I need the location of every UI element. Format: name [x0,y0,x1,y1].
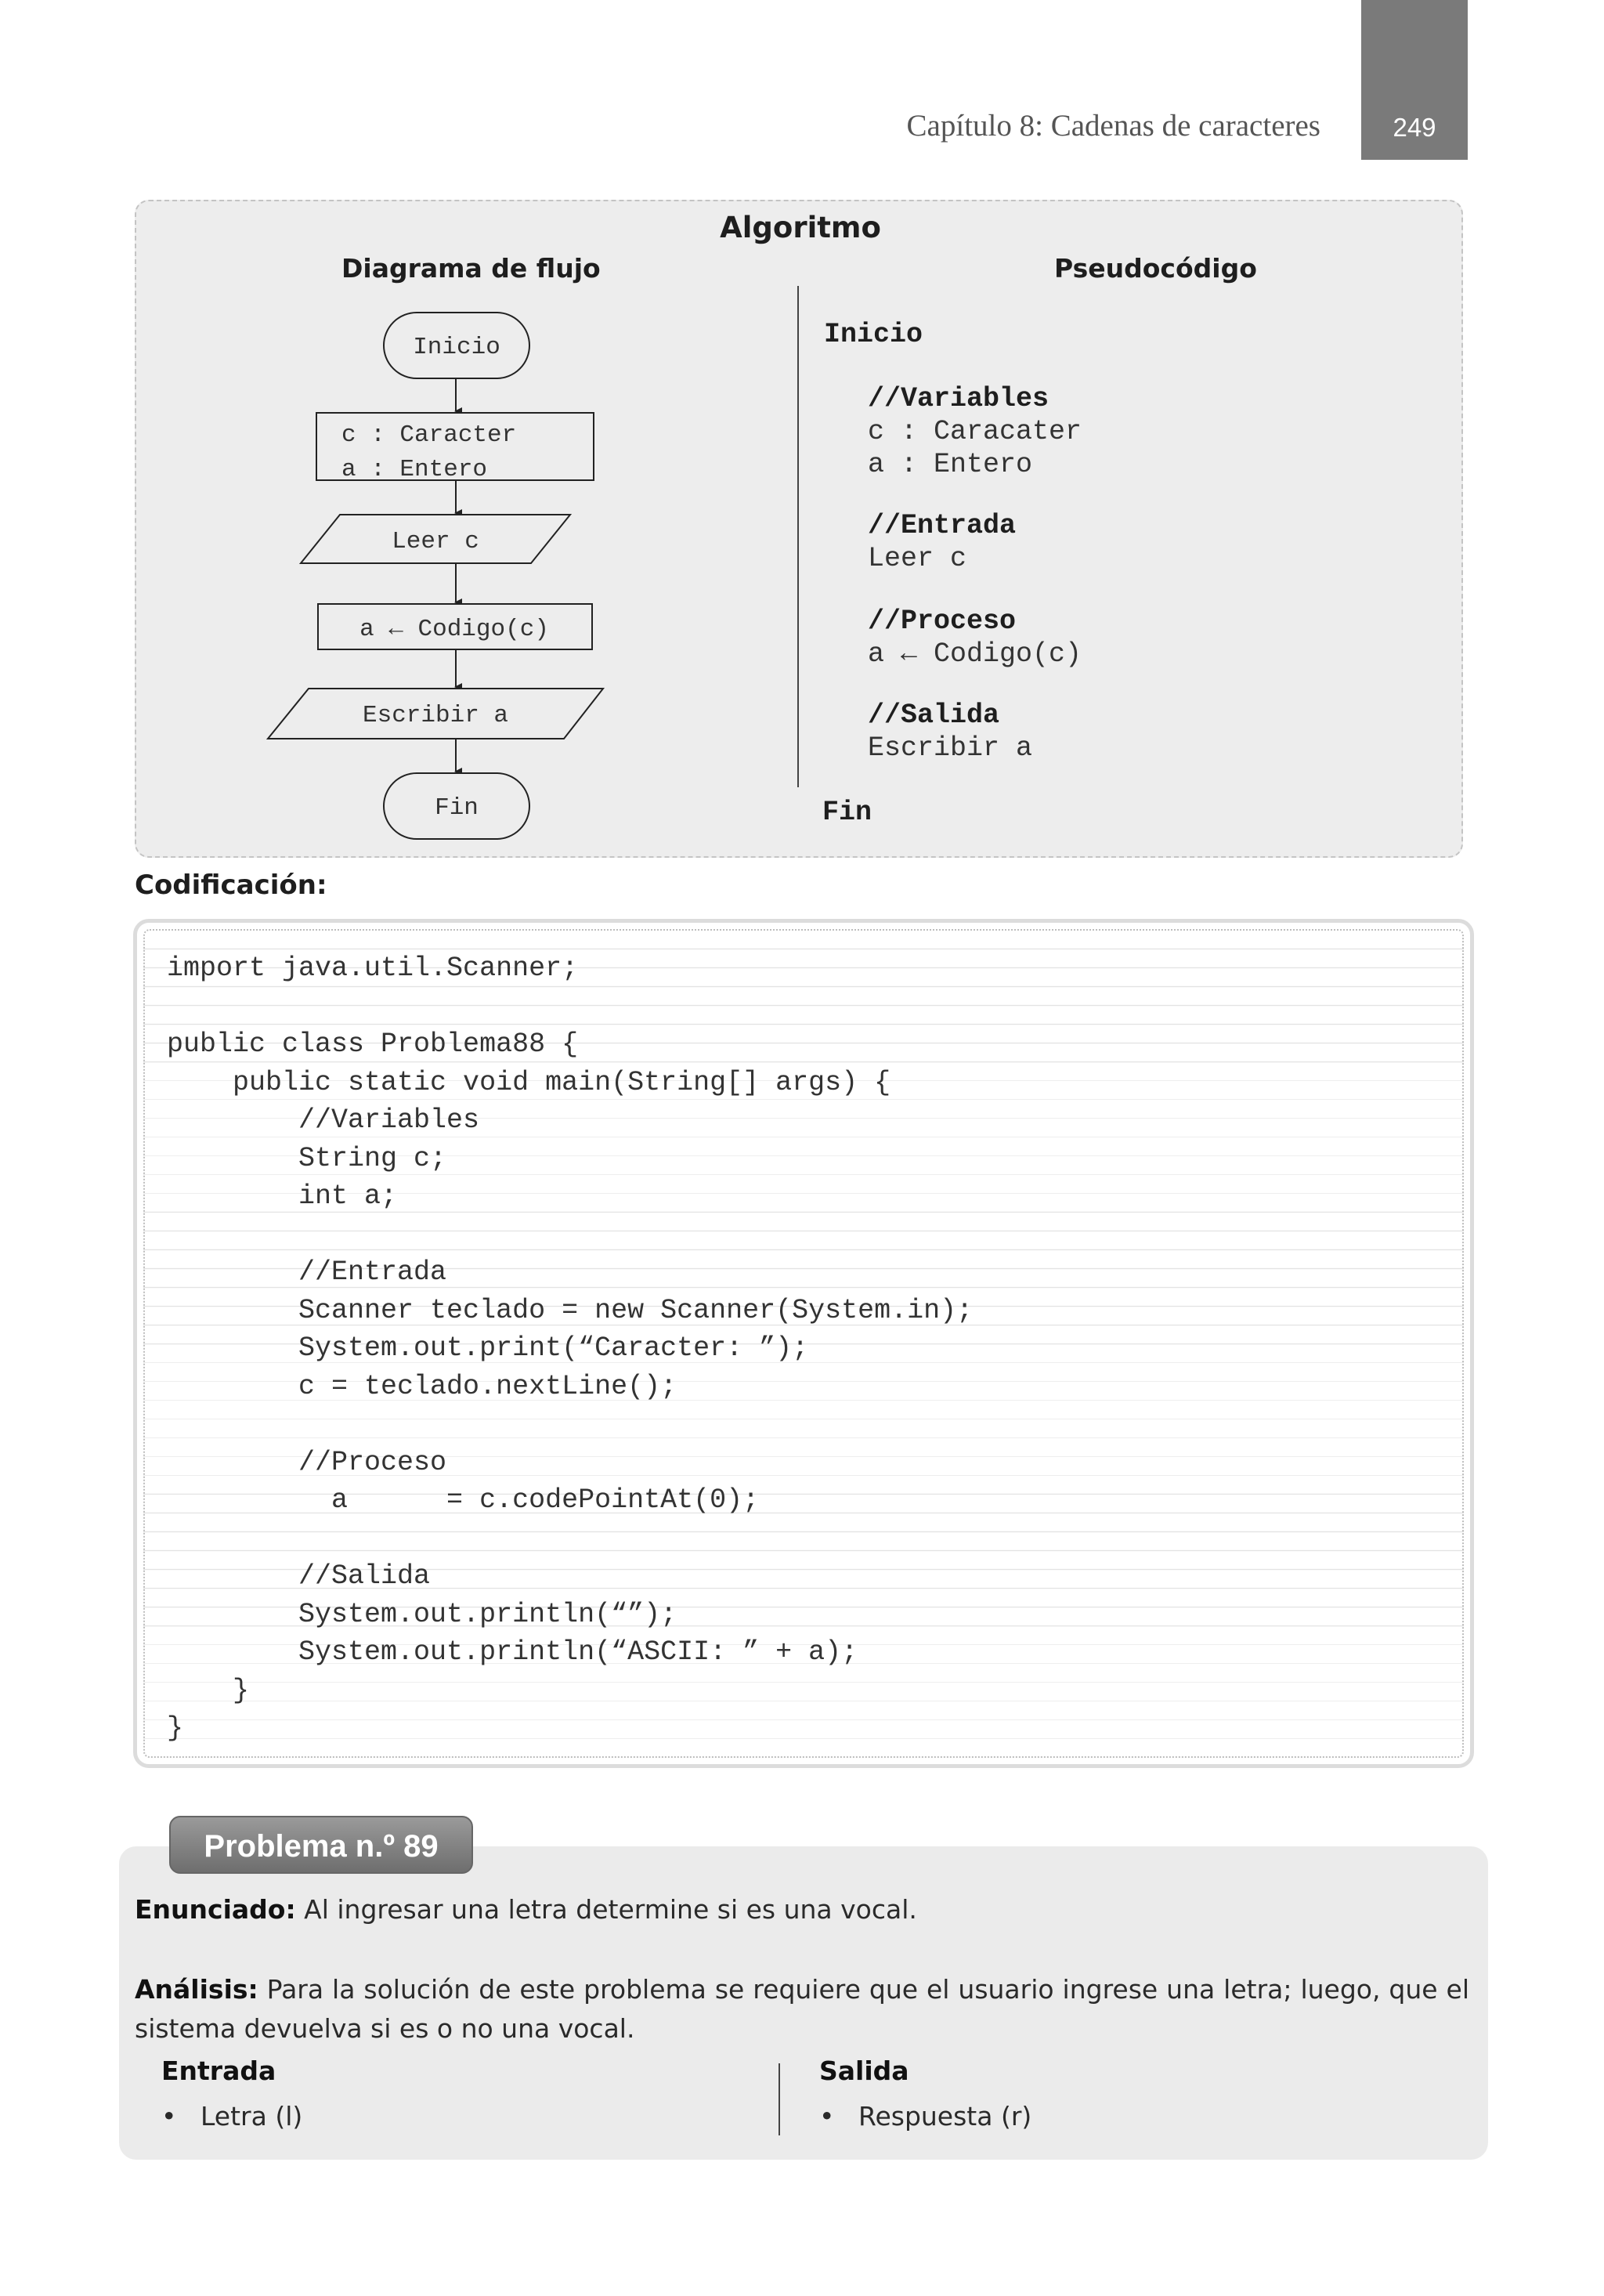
code-line: a = c.codePointAt(0); [167,1484,760,1516]
algorithm-title: Algoritmo [720,211,881,244]
flow-end-label: Fin [435,794,479,822]
analysis-text: Para la solución de este problema se requiere que el usuario ingrese una letra; luego, que el sistema devuelva si es o no una vocal. [135,1974,1469,2044]
statement-label: Enunciado: [135,1894,296,1925]
statement-text: Al ingresar una letra determine si es una vocal. [295,1894,917,1925]
code-line: } [167,1674,250,1706]
pseudo-var-line1: c : Caracater [868,416,1082,447]
code-line: import java.util.Scanner; [167,953,579,984]
flow-declare-line1: c : Caracter [341,421,517,449]
pseudocode-title: Pseudocódigo [1054,253,1257,284]
page-number: 249 [1393,113,1436,142]
algorithm-box [135,200,1463,858]
flowchart-title: Diagrama de flujo [341,253,601,284]
output-heading: Salida [819,2056,909,2086]
code-line: //Entrada [167,1256,447,1288]
input-item [161,2101,302,2131]
code-line: //Salida [167,1560,431,1592]
algorithm-divider [797,286,799,787]
code-line: System.out.println(“”); [167,1598,677,1630]
code-line [167,1216,973,1254]
code-line: System.out.println(“ASCII: ” + a); [167,1636,858,1668]
page-number-tab [1361,0,1468,160]
flow-input-label: Leer c [392,528,479,555]
code-line [167,1405,973,1444]
io-divider [779,2063,780,2135]
code-line [167,988,973,1026]
pseudo-var-line2: a : Entero [868,449,1033,480]
problem-badge: Problema n.º 89 [169,1816,473,1874]
flow-process-label: a ← Codigo(c) [359,616,549,643]
code-line: //Proceso [167,1446,447,1478]
pseudo-output-line: Escribir a [868,732,1033,764]
code-line: System.out.print(“Caracter: ”); [167,1332,809,1364]
input-item-text: Letra (l) [200,2101,303,2131]
pseudo-process-line: a ← Codigo(c) [868,638,1082,670]
chapter-title: Capítulo 8: Cadenas de caracteres [906,109,1320,143]
code-line: c = teclado.nextLine(); [167,1370,677,1402]
flow-output-label: Escribir a [362,702,509,729]
input-heading: Entrada [161,2056,276,2086]
flowchart-diagram [136,201,794,859]
code-lines [167,949,973,1748]
code-line: public class Problema88 { [167,1029,579,1060]
flow-declare-line2: a : Entero [341,456,488,483]
code-line: Scanner teclado = new Scanner(System.in); [167,1294,974,1326]
pseudo-output-comment: //Salida [868,700,1000,731]
pseudo-end: Fin [822,797,872,828]
problem-analysis [135,1970,1469,2048]
pseudo-process-comment: //Proceso [868,606,1017,637]
coding-label: Codificación: [135,870,327,901]
pseudo-input-comment: //Entrada [868,510,1017,541]
code-line: public static void main(String[] args) { [167,1066,891,1098]
code-line: int a; [167,1181,398,1212]
pseudo-input-line: Leer c [868,543,967,574]
analysis-label: Análisis: [135,1974,258,2005]
code-line: } [167,1712,184,1744]
problem-statement [135,1894,917,1925]
output-item-text: Respuesta (r) [858,2101,1032,2131]
code-line [167,1520,973,1558]
code-line: //Variables [167,1105,480,1136]
code-paper [143,929,1464,1758]
pseudo-start: Inicio [824,319,923,350]
pseudo-var-comment: //Variables [868,383,1049,414]
bullet: • [161,2101,177,2131]
bullet: • [819,2101,835,2131]
flow-start-label: Inicio [413,334,500,361]
code-block [133,919,1474,1768]
code-line: String c; [167,1142,447,1174]
output-item [819,2101,1031,2131]
